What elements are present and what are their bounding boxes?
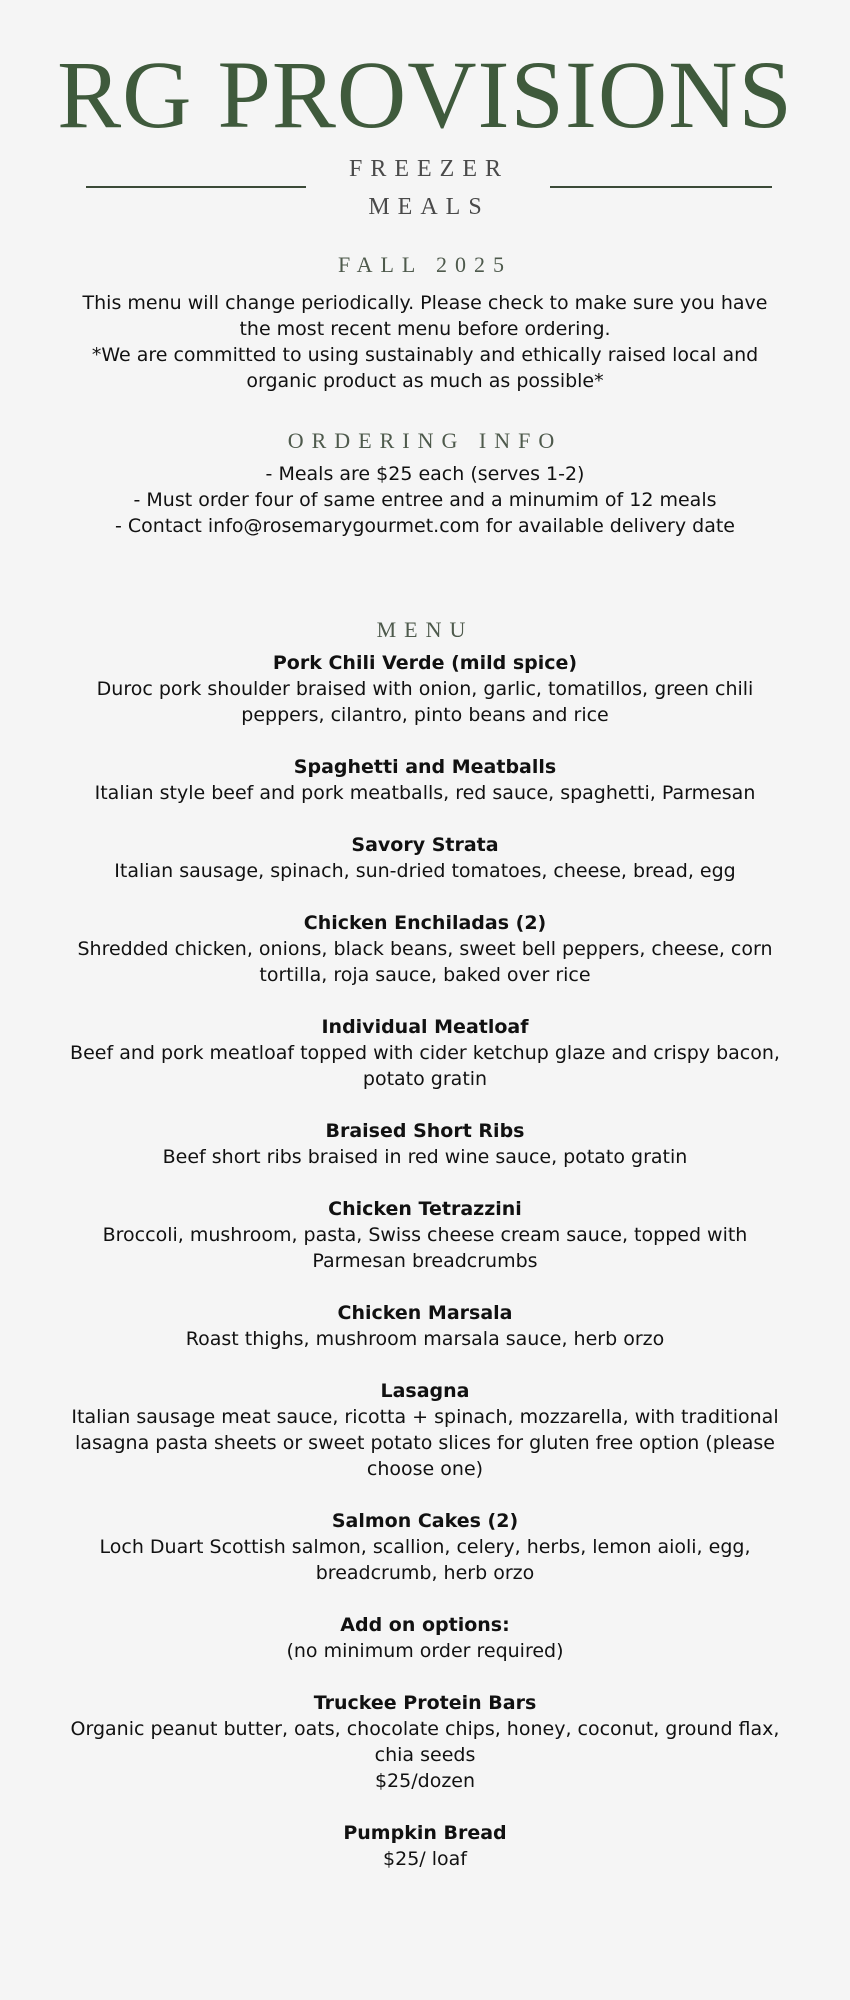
menu-item-desc: Italian sausage, spinach, sun-dried tomatoes, cheese, bread, egg (114, 860, 736, 882)
addon-item-price: $25/ loaf (383, 1848, 467, 1870)
intro-text (70, 290, 780, 394)
menu-item-desc: Broccoli, mushroom, pasta, Swiss cheese cream sauce, topped with Parmesan breadcrumbs (102, 1224, 748, 1272)
menu-item (60, 832, 790, 884)
menu-item-desc: Roast thighs, mushroom marsala sauce, herb orzo (185, 1328, 665, 1350)
menu-item (60, 1196, 790, 1274)
intro-line-2: *We are committed to using sustainably and ethically raised local and organic product as much as possible* (91, 344, 759, 392)
intro-line-1: This menu will change periodically. Please check to make sure you have the most recent menu before ordering. (82, 292, 768, 340)
menu-item-desc: Loch Duart Scottish salmon, scallion, celery, herbs, lemon aioli, egg, breadcrumb, herb orzo (99, 1536, 751, 1584)
menu-item-name: Savory Strata (351, 834, 499, 856)
menu-list (60, 650, 790, 1898)
subtitle-line-2: MEALS (368, 194, 490, 220)
menu-item (60, 1118, 790, 1170)
menu-item-name: Pork Chili Verde (mild spice) (272, 652, 578, 674)
menu-item-desc: Italian sausage meat sauce, ricotta + spinach, mozzarella, with traditional lasagna pasta sheets or sweet potato slices for gluten free option (please choose one) (71, 1406, 779, 1480)
brand-subtitle (325, 150, 525, 226)
divider-left (86, 186, 306, 188)
menu-item-name: Chicken Marsala (337, 1302, 513, 1324)
menu-item-desc: Italian style beef and pork meatballs, red sauce, spaghetti, Parmesan (94, 782, 756, 804)
menu-item (60, 1014, 790, 1092)
addons-section (60, 1612, 790, 1664)
menu-item-name: Chicken Tetrazzini (328, 1198, 522, 1220)
divider-right (550, 186, 772, 188)
ordering-line: - Meals are $25 each (serves 1-2) (265, 463, 585, 485)
menu-item-desc: Beef short ribs braised in red wine sauce, potato gratin (162, 1146, 688, 1168)
menu-item-desc: Shredded chicken, onions, black beans, sweet bell peppers, cheese, corn tortilla, roja sauce, baked over rice (77, 938, 773, 986)
ordering-line: - Contact info@rosemarygourmet.com for available delivery date (115, 515, 735, 537)
menu-item (60, 754, 790, 806)
addons-title: Add on options: (340, 1614, 510, 1636)
menu-item-desc: Beef and pork meatloaf topped with cider ketchup glaze and crispy bacon, potato gratin (70, 1042, 780, 1090)
menu-item-name: Spaghetti and Meatballs (293, 756, 557, 778)
addon-item (60, 1820, 790, 1872)
menu-item-desc: Duroc pork shoulder braised with onion, garlic, tomatillos, green chili peppers, cilantro, pinto beans and rice (96, 678, 754, 726)
addon-item (60, 1690, 790, 1794)
ordering-line: - Must order four of same entree and a minumim of 12 meals (133, 489, 717, 511)
season-heading: FALL 2025 (337, 252, 513, 277)
addons-note: (no minimum order required) (286, 1640, 564, 1662)
menu-item (60, 1300, 790, 1352)
menu-item (60, 910, 790, 988)
menu-item (60, 1378, 790, 1482)
brand-title: RG PROVISIONS (57, 41, 793, 148)
ordering-info (70, 461, 780, 539)
addon-item-price: $25/dozen (374, 1770, 476, 1792)
subtitle-line-1: FREEZER (348, 156, 509, 182)
ordering-heading: ORDERING INFO (287, 428, 563, 453)
menu-item-name: Lasagna (380, 1380, 470, 1402)
menu-item-name: Braised Short Ribs (325, 1120, 525, 1142)
menu-item-name: Chicken Enchiladas (2) (303, 912, 547, 934)
menu-heading: MENU (376, 617, 474, 642)
addon-item-desc: Organic peanut butter, oats, chocolate chips, honey, coconut, ground flax, chia seeds (70, 1718, 780, 1766)
addon-item-name: Pumpkin Bread (343, 1822, 507, 1844)
menu-item (60, 1508, 790, 1586)
menu-item-name: Salmon Cakes (2) (331, 1510, 519, 1532)
addon-item-name: Truckee Protein Bars (313, 1692, 537, 1714)
menu-item-name: Individual Meatloaf (321, 1016, 529, 1038)
menu-item (60, 650, 790, 728)
